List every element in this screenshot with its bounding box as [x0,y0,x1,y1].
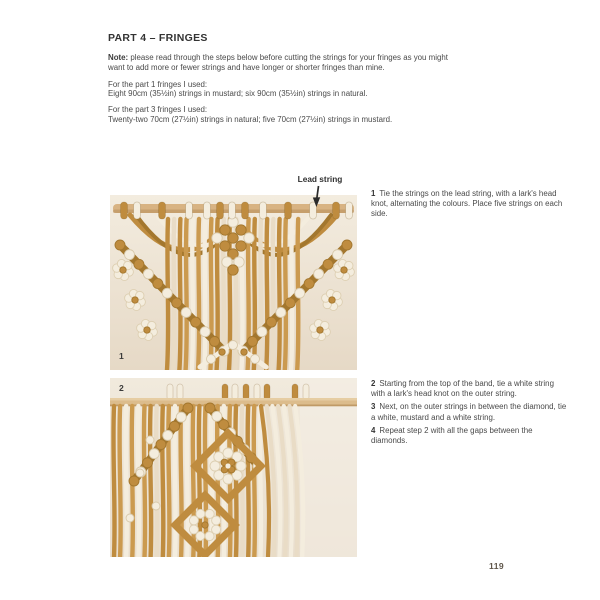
step-2-text: Starting from the top of the band, tie a white string with a lark's head knot on the outer string. [371,379,554,399]
step-list-1 [371,189,565,223]
lead-string-annotation: Lead string [297,174,343,184]
page-title: PART 4 – FRINGES [108,32,208,44]
step-2 [371,379,568,399]
step-3-number: 3 [371,402,376,412]
part1-materials: Eight 90cm (35½in) strings in mustard; six 90cm (35½in) strings in natural. [108,89,368,99]
step-list-2 [371,379,568,449]
figure-2-label: 2 [119,383,124,393]
note-label: Note: [108,53,129,62]
step-3 [371,402,568,422]
step-3-text: Next, on the outer strings in between the diamond, tie a white, mustard and a white string. [371,402,567,422]
step-4-number: 4 [371,425,376,435]
step-4-text: Repeat step 2 with all the gaps between the diamonds. [371,425,533,446]
part3-lead: For the part 3 fringes I used: [108,105,208,115]
step-1-number: 1 [371,189,376,198]
figure-1-label: 1 [119,351,124,361]
step-1-text: Tie the strings on the lead string, with a lark's head knot, alternating the colours. Place five strings on each side. [371,189,563,219]
arrow-down-icon [308,185,326,209]
step-4 [371,426,568,446]
figure-1-photo [110,195,357,370]
step-2-number: 2 [371,379,376,388]
figure-1 [110,195,357,370]
note-paragraph [108,53,462,73]
note-text: please read through the steps below before cutting the strings for your fringes as you might want to add more or fewer strings and have longer or shorter fringes than mine. [108,53,448,72]
figure-2-photo [110,378,357,557]
part1-lead: For the part 1 fringes I used: [108,79,208,89]
page-number: 119 [489,561,505,571]
step-1 [371,189,565,220]
part3-materials: Twenty-two 70cm (27½in) strings in natural; five 70cm (27½in) strings in mustard. [108,114,393,124]
intro-section [108,32,478,125]
figure-2 [110,378,357,557]
